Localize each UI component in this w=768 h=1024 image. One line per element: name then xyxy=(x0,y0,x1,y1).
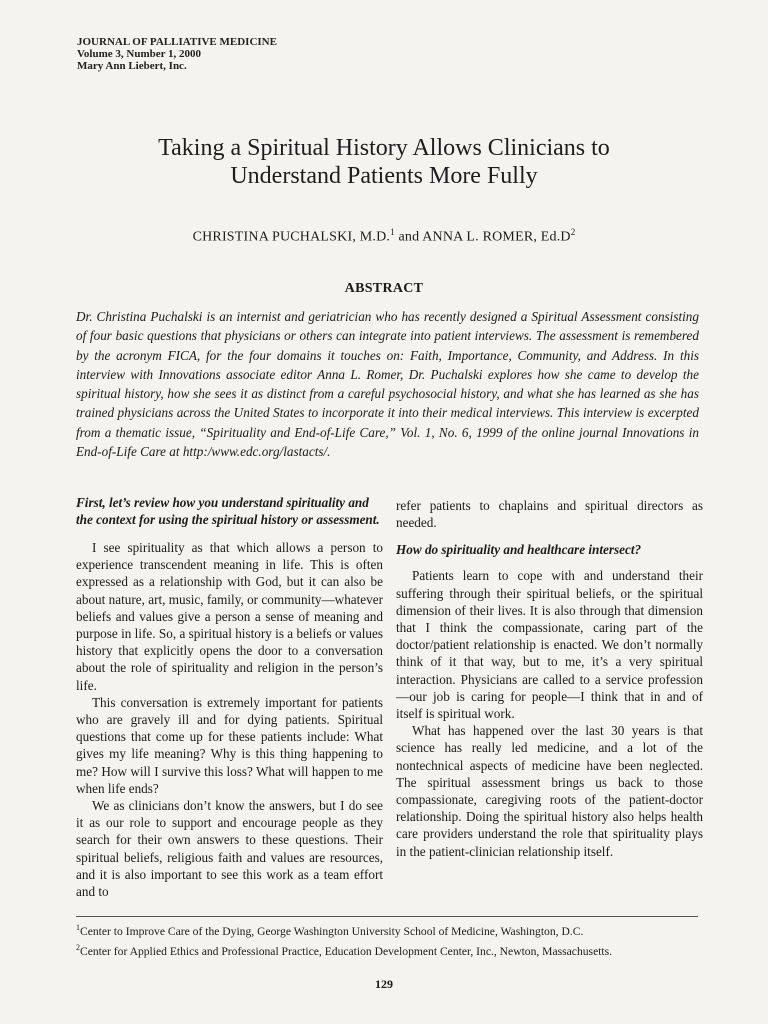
abstract-heading: ABSTRACT xyxy=(344,281,424,296)
paragraph: What has happened over the last 30 years is that science has really led medicine, and a lot of the nontechnical aspects of medicine have been neglected. The spiritual assessment brings us back to those compassionate, caregiving roots of the patient-doctor relationship. Doing the spiritual history also helps health care providers understand the role that spirituality plays in the patient-clinician relationship itself. xyxy=(396,723,703,859)
journal-name: JOURNAL OF PALLIATIVE MEDICINE xyxy=(77,36,277,48)
article-title-line2: Understand Patients More Fully xyxy=(230,163,538,189)
journal-publisher: Mary Ann Liebert, Inc. xyxy=(77,60,187,72)
author-1-affiliation-mark: 1 xyxy=(390,227,395,237)
right-column xyxy=(396,497,703,860)
paragraph: This conversation is extremely important for patients who are gravely ill and for dying patients. Spiritual questions that come up for these patients include: What gives my life meaning? Why is this thing happening to me? How will I survive this loss? What will happen to me when life ends? xyxy=(76,694,383,796)
footnote-divider xyxy=(76,916,698,917)
author-line xyxy=(60,227,708,246)
journal-volume: Volume 3, Number 1, 2000 xyxy=(77,48,202,60)
interview-question-1: First, let’s review how you understand spirituality and the context for using the spiritual history or assessment. xyxy=(76,495,380,527)
paragraph: We as clinicians don’t know the answers, but I do see it as our role to support and encourage people as they search for their own answers to these questions. Their spiritual beliefs, religious faith and values are resources, and it is also important to see this work as a team effort and to xyxy=(76,798,383,900)
footnote-1 xyxy=(76,920,706,940)
left-column xyxy=(76,494,383,900)
article-title xyxy=(60,134,708,190)
footnote-2-mark: 2 xyxy=(76,942,80,952)
paragraph-continued: refer patients to chaplains and spiritual directors as needed. xyxy=(396,498,703,531)
paragraph: Patients learn to cope with and understand their suffering through their spiritual beliefs, or the spiritual dimension of their lives. It is also through that dimension that I think the compassionate, caring part of the doctor/patient relationship is enacted. We don’t normally think of it that way, but to me, it’s a very spiritual interaction. Physicians are called to a service profession—our job is caring for people—I think that in and of itself is spiritual work. xyxy=(396,568,703,722)
journal-header xyxy=(77,36,277,72)
author-2-affiliation-mark: 2 xyxy=(570,227,576,237)
author-2: ANNA L. ROMER, Ed.D xyxy=(422,229,571,245)
footnote-1-mark: 1 xyxy=(76,923,80,932)
author-conjunction: and xyxy=(394,229,423,245)
interview-question-2: How do spirituality and healthcare intersect? xyxy=(396,542,642,558)
footnote-2 xyxy=(76,940,706,960)
page-number: 129 xyxy=(375,977,393,991)
abstract-text: Dr. Christina Puchalski is an internist and geriatrician who has recently designed a Spiritual Assessment consisting of four basic questions that physicians or others can integrate into patient interviews. The assessment is remembered by the acronym FICA, for the four domains it touches on: Faith, Importance, Community, and Address. In this interview with Innovations associate editor Anna L. Romer, Dr. Puchalski explores how she came to develop the spiritual history, how she sees it as distinct from a careful psychosocial history, and what she has learned as she has trained physicians across the United States to incorporate it into their medical interviews. This interview is excerpted from a thematic issue, “Spirituality and End-of-Life Care,” Vol. 1, No. 6, 1999 of the online journal Innovations in End-of-Life Care at http:/www.edc.org/lastacts/. xyxy=(76,309,699,460)
paragraph: I see spirituality as that which allows a person to experience transcendent meaning in life. This is often expressed as a relationship with God, but it can also be about nature, art, music, family, or community—whatever beliefs and values give a person a sense of meaning and purpose in life. So, a spiritual history is a beliefs or values history that explicitly opens the door to a conversation about the role of spirituality and religion in the person’s life. xyxy=(76,540,383,693)
footnotes xyxy=(76,920,706,960)
author-1: CHRISTINA PUCHALSKI, M.D. xyxy=(192,229,391,245)
footnote-2-text: Center for Applied Ethics and Professional Practice, Education Development Center, Inc., Newton, Massachusetts. xyxy=(80,944,613,958)
article-title-line1: Taking a Spiritual History Allows Clinicians to xyxy=(158,135,610,161)
footnote-1-text: Center to Improve Care of the Dying, George Washington University School of Medicine, Washington, D.C. xyxy=(80,924,584,938)
